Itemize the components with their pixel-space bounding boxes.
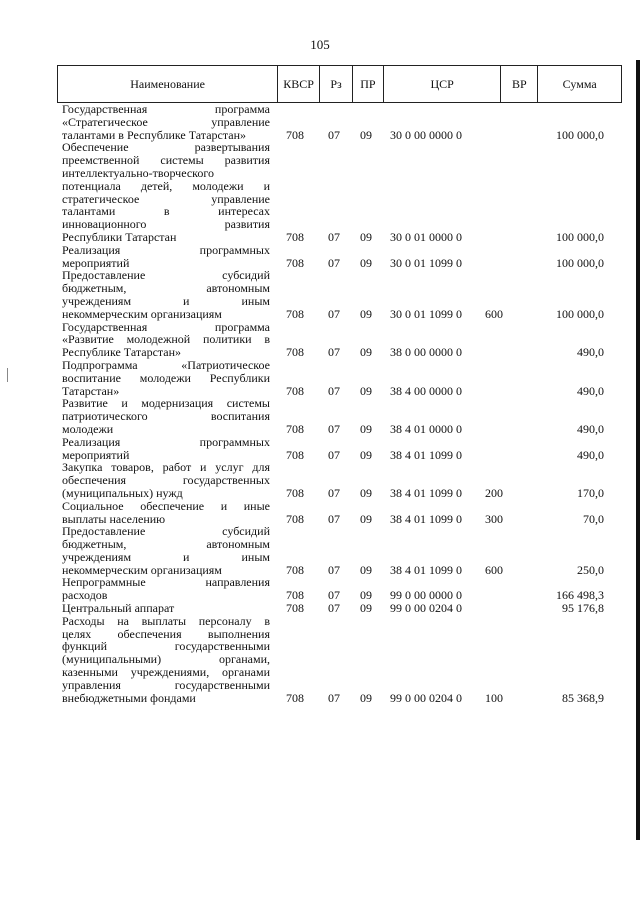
row-sum: 490,0 — [577, 345, 604, 360]
row-name-line: (муниципальных) нужд — [62, 485, 183, 500]
row-name — [62, 269, 270, 320]
table-row — [62, 397, 622, 435]
row-rz: 07 — [328, 306, 340, 321]
table-row — [62, 321, 622, 359]
row-csr: 30 0 00 0000 0 — [390, 127, 462, 142]
row-kvsr: 708 — [286, 690, 304, 705]
row-sum: 100 000,0 — [556, 255, 604, 270]
table-row — [62, 359, 622, 397]
row-rz: 07 — [328, 421, 340, 436]
row-csr: 30 0 01 1099 0 — [390, 306, 462, 321]
row-vr: 300 — [485, 511, 503, 526]
table-header — [57, 65, 622, 103]
row-name-line: талантами в Республике Татарстан» — [62, 127, 246, 142]
row-kvsr: 708 — [286, 485, 304, 500]
row-name-line: казенными учреждениями, органами — [62, 665, 270, 680]
row-csr: 38 0 00 0000 0 — [390, 345, 462, 360]
row-name-line: выплаты населению — [62, 511, 166, 526]
row-name-line: мероприятий — [62, 255, 130, 270]
row-vr: 600 — [485, 562, 503, 577]
row-name-line: стратегическое управление — [62, 191, 270, 206]
row-rz: 07 — [328, 447, 340, 462]
row-name-line: потенциала детей, молодежи и — [62, 178, 270, 193]
row-rz: 07 — [328, 690, 340, 705]
row-sum: 70,0 — [583, 511, 604, 526]
table-row — [62, 602, 622, 615]
row-rz: 07 — [328, 229, 340, 244]
row-vr: 600 — [485, 306, 503, 321]
header-csr: ЦСР — [383, 66, 501, 102]
row-name — [62, 602, 270, 615]
header-kvsr: КВСР — [277, 66, 319, 102]
row-sum: 100 000,0 — [556, 306, 604, 321]
scan-edge-bar — [636, 60, 640, 840]
row-sum: 170,0 — [577, 485, 604, 500]
row-name-line: Подпрограмма «Патриотическое — [62, 357, 270, 372]
table-row — [62, 244, 622, 270]
row-name — [62, 500, 270, 526]
header-pr: ПР — [352, 66, 383, 102]
row-rz: 07 — [328, 511, 340, 526]
table-row — [62, 436, 622, 462]
page-number: 105 — [310, 37, 330, 52]
row-name-line: инновационного развития — [62, 217, 270, 232]
row-csr: 99 0 00 0204 0 — [390, 690, 462, 705]
row-sum: 100 000,0 — [556, 127, 604, 142]
row-name-line: внебюджетными фондами — [62, 690, 196, 705]
row-name-line: Республики Татарстан — [62, 229, 177, 244]
row-rz: 07 — [328, 127, 340, 142]
row-rz: 07 — [328, 562, 340, 577]
table-row — [62, 141, 622, 243]
row-name-line: Реализация программных — [62, 242, 270, 257]
row-rz: 07 — [328, 485, 340, 500]
row-name-line: Обеспечение развертывания — [62, 140, 270, 155]
row-kvsr: 708 — [286, 127, 304, 142]
header-vr: ВР — [500, 66, 537, 102]
row-csr: 38 4 01 0000 0 — [390, 421, 462, 436]
row-name-line: молодежи — [62, 421, 114, 436]
row-vr: 200 — [485, 485, 503, 500]
row-name — [62, 103, 270, 141]
row-pr: 09 — [360, 345, 372, 360]
row-pr: 09 — [360, 601, 372, 616]
row-kvsr: 708 — [286, 511, 304, 526]
row-name-line: бюджетным, автономным — [62, 537, 270, 552]
row-kvsr: 708 — [286, 447, 304, 462]
row-name-line: Закупка товаров, работ и услуг для — [62, 460, 270, 475]
row-name-line: Государственная программа — [62, 319, 270, 334]
row-name-line: учреждениям и иным — [62, 293, 270, 308]
row-name — [62, 525, 270, 576]
row-rz: 07 — [328, 345, 340, 360]
row-kvsr: 708 — [286, 229, 304, 244]
header-name: Наименование — [130, 76, 205, 91]
row-rz: 07 — [328, 383, 340, 398]
row-csr: 38 4 00 0000 0 — [390, 383, 462, 398]
row-name — [62, 359, 270, 397]
row-pr: 09 — [360, 447, 372, 462]
row-name-line: преемственной системы развития — [62, 153, 270, 168]
row-name-line: управления государственными — [62, 677, 270, 692]
row-name-line: Центральный аппарат — [62, 601, 175, 616]
row-name-line: Социальное обеспечение и иные — [62, 498, 270, 513]
row-pr: 09 — [360, 511, 372, 526]
row-name-line: Расходы на выплаты персоналу в — [62, 613, 270, 628]
row-name-line: (муниципальными) органами, — [62, 652, 270, 667]
row-name-line: «Развитие молодежной политики в — [62, 332, 270, 347]
row-name-line: «Стратегическое управление — [62, 114, 270, 129]
row-kvsr: 708 — [286, 601, 304, 616]
row-name-line: талантами в интересах — [62, 204, 270, 219]
row-sum: 85 368,9 — [562, 690, 604, 705]
row-name-line: патриотического воспитания — [62, 409, 270, 424]
row-name — [62, 615, 270, 705]
row-csr: 30 0 01 1099 0 — [390, 255, 462, 270]
row-name-line: обеспечения государственных — [62, 473, 270, 488]
row-pr: 09 — [360, 562, 372, 577]
table-row — [62, 269, 622, 320]
row-rz: 07 — [328, 255, 340, 270]
row-name-line: мероприятий — [62, 447, 130, 462]
row-csr: 38 4 01 1099 0 — [390, 485, 462, 500]
row-kvsr: 708 — [286, 306, 304, 321]
row-name-line: Развитие и модернизация системы — [62, 396, 270, 411]
table-row — [62, 103, 622, 141]
row-kvsr: 708 — [286, 383, 304, 398]
row-sum: 250,0 — [577, 562, 604, 577]
row-pr: 09 — [360, 485, 372, 500]
row-sum: 95 176,8 — [562, 601, 604, 616]
row-name-line: интеллектуально-творческого — [62, 165, 214, 180]
row-sum: 490,0 — [577, 383, 604, 398]
row-name-line: Реализация программных — [62, 434, 270, 449]
row-name — [62, 321, 270, 359]
row-name-line: Предоставление субсидий — [62, 524, 270, 539]
row-csr: 99 0 00 0204 0 — [390, 601, 462, 616]
row-name — [62, 244, 270, 270]
row-kvsr: 708 — [286, 562, 304, 577]
row-csr: 38 4 01 1099 0 — [390, 447, 462, 462]
row-name-line: Татарстан» — [62, 383, 120, 398]
row-csr: 30 0 01 0000 0 — [390, 229, 462, 244]
row-sum: 100 000,0 — [556, 229, 604, 244]
row-rz: 07 — [328, 588, 340, 603]
table-row — [62, 615, 622, 705]
row-kvsr: 708 — [286, 421, 304, 436]
row-kvsr: 708 — [286, 345, 304, 360]
row-pr: 09 — [360, 421, 372, 436]
row-pr: 09 — [360, 690, 372, 705]
header-rz: Рз — [319, 66, 352, 102]
row-pr: 09 — [360, 383, 372, 398]
row-pr: 09 — [360, 588, 372, 603]
row-name-line: функций государственными — [62, 639, 270, 654]
row-name-line: воспитание молодежи Республики — [62, 370, 270, 385]
scan-mark — [7, 368, 8, 382]
row-name-line: некоммерческим организациям — [62, 306, 222, 321]
row-name-line: Государственная программа — [62, 102, 270, 116]
row-kvsr: 708 — [286, 255, 304, 270]
row-name — [62, 576, 270, 602]
row-csr: 99 0 00 0000 0 — [390, 588, 462, 603]
row-csr: 38 4 01 1099 0 — [390, 511, 462, 526]
row-pr: 09 — [360, 306, 372, 321]
row-name-line: Предоставление субсидий — [62, 268, 270, 283]
row-sum: 490,0 — [577, 421, 604, 436]
row-rz: 07 — [328, 601, 340, 616]
table-row — [62, 576, 622, 602]
row-sum: 490,0 — [577, 447, 604, 462]
row-pr: 09 — [360, 127, 372, 142]
table-row — [62, 525, 622, 576]
row-name — [62, 141, 270, 243]
header-sum: Сумма — [537, 66, 621, 102]
row-name-line: некоммерческим организациям — [62, 562, 222, 577]
row-name-line: бюджетным, автономным — [62, 281, 270, 296]
row-vr: 100 — [485, 690, 503, 705]
row-name — [62, 461, 270, 499]
row-csr: 38 4 01 1099 0 — [390, 562, 462, 577]
row-name-line: учреждениям и иным — [62, 549, 270, 564]
row-kvsr: 708 — [286, 588, 304, 603]
row-name-line: Непрограммные направления — [62, 575, 270, 590]
row-name-line: расходов — [62, 588, 108, 603]
row-pr: 09 — [360, 255, 372, 270]
row-sum: 166 498,3 — [556, 588, 604, 603]
row-name-line: Республике Татарстан» — [62, 345, 182, 360]
table-row — [62, 461, 622, 499]
row-name — [62, 436, 270, 462]
table-row — [62, 500, 622, 526]
row-name-line: целях обеспечения выполнения — [62, 626, 270, 641]
table-body — [62, 103, 622, 704]
row-name — [62, 397, 270, 435]
row-pr: 09 — [360, 229, 372, 244]
